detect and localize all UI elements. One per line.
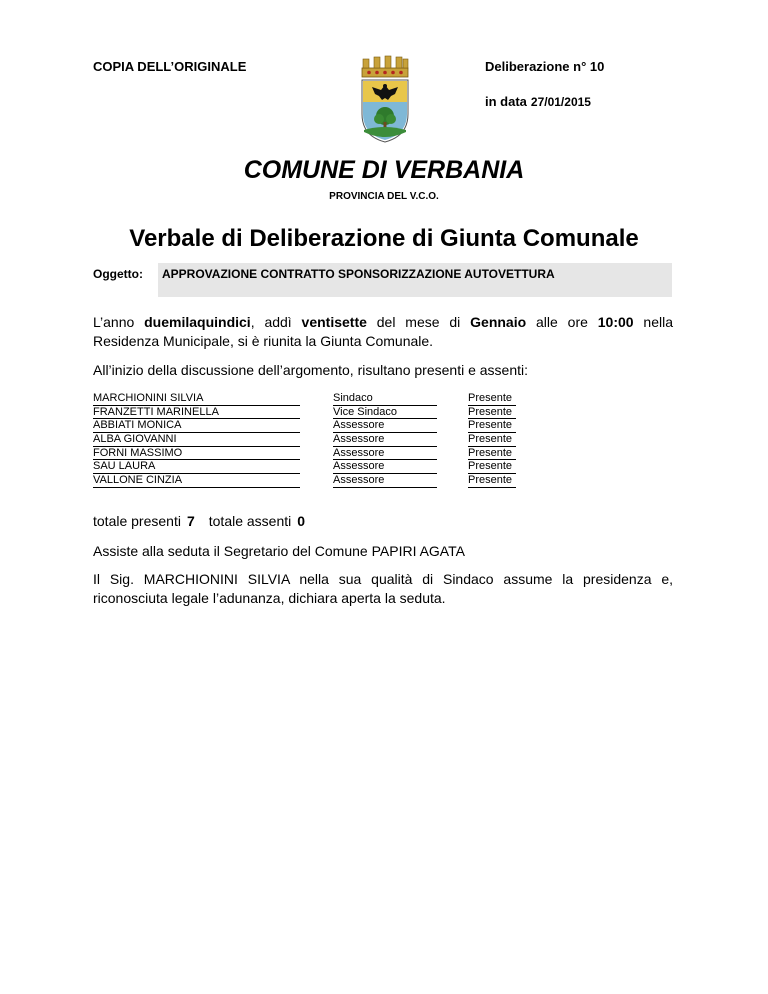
municipal-coat-of-arms-icon	[355, 52, 415, 144]
member-status: Presente	[468, 419, 516, 433]
intro-paragraph	[93, 313, 673, 351]
member-role: Vice Sindaco	[333, 406, 437, 420]
member-name: ABBIATI MONICA	[93, 419, 300, 433]
in-data-label: in data	[485, 94, 527, 109]
secretary-paragraph: Assiste alla seduta il Segretario del Comune PAPIRI AGATA	[93, 543, 465, 559]
intro-time: 10:00	[597, 314, 634, 330]
member-role: Assessore	[333, 460, 437, 474]
absent-count: 0	[297, 513, 306, 529]
oggetto-label: Oggetto:	[93, 267, 143, 281]
oggetto-text: APPROVAZIONE CONTRATTO SPONSORIZZAZIONE AUTOVETTURA	[162, 267, 555, 281]
intro-text: , addì	[250, 314, 302, 330]
intro-day: ventisette	[301, 314, 367, 330]
member-role: Assessore	[333, 419, 437, 433]
member-status: Presente	[468, 460, 516, 474]
member-name: MARCHIONINI SILVIA	[93, 392, 300, 406]
member-role: Assessore	[333, 447, 437, 461]
member-status: Presente	[468, 392, 516, 406]
delibera-number: Deliberazione n° 10	[485, 59, 605, 74]
intro-text: L’anno	[93, 314, 145, 330]
presidency-paragraph: Il Sig. MARCHIONINI SILVIA nella sua qualità di Sindaco assume la presidenza e, riconosciuta legale l’adunanza, dichiara aperta la seduta.	[93, 571, 673, 606]
member-name: ALBA GIOVANNI	[93, 433, 300, 447]
totals-line	[93, 513, 319, 529]
present-label: totale presenti	[93, 513, 181, 529]
member-status: Presente	[468, 447, 516, 461]
present-count: 7	[186, 513, 195, 529]
province-subtitle: PROVINCIA DEL V.C.O.	[329, 191, 439, 202]
intro-text: nella Residenza Municipale, si è riunita la Giunta Comunale.	[93, 314, 673, 349]
document-heading: Verbale di Deliberazione di Giunta Comunale	[129, 225, 639, 252]
intro-month: Gennaio	[470, 314, 527, 330]
page-title: COMUNE DI VERBANIA	[243, 156, 525, 184]
member-role: Assessore	[333, 474, 437, 488]
member-status: Presente	[468, 474, 516, 488]
delibera-date	[485, 94, 591, 109]
intro-year: duemilaquindici	[144, 314, 251, 330]
member-name: FRANZETTI MARINELLA	[93, 406, 300, 420]
member-status: Presente	[468, 406, 516, 420]
member-name: VALLONE CINZIA	[93, 474, 300, 488]
member-role: Sindaco	[333, 392, 437, 406]
member-name: FORNI MASSIMO	[93, 447, 300, 461]
intro-text: del mese di	[366, 314, 471, 330]
date-value: 27/01/2015	[530, 95, 591, 109]
member-name: SAU LAURA	[93, 460, 300, 474]
intro-text: alle ore	[526, 314, 598, 330]
member-role: Assessore	[333, 433, 437, 447]
attendance-intro: All’inizio della discussione dell’argomento, risultano presenti e assenti:	[93, 362, 529, 378]
copy-label: COPIA DELL’ORIGINALE	[93, 59, 247, 74]
absent-label: totale assenti	[208, 513, 292, 529]
member-status: Presente	[468, 433, 516, 447]
